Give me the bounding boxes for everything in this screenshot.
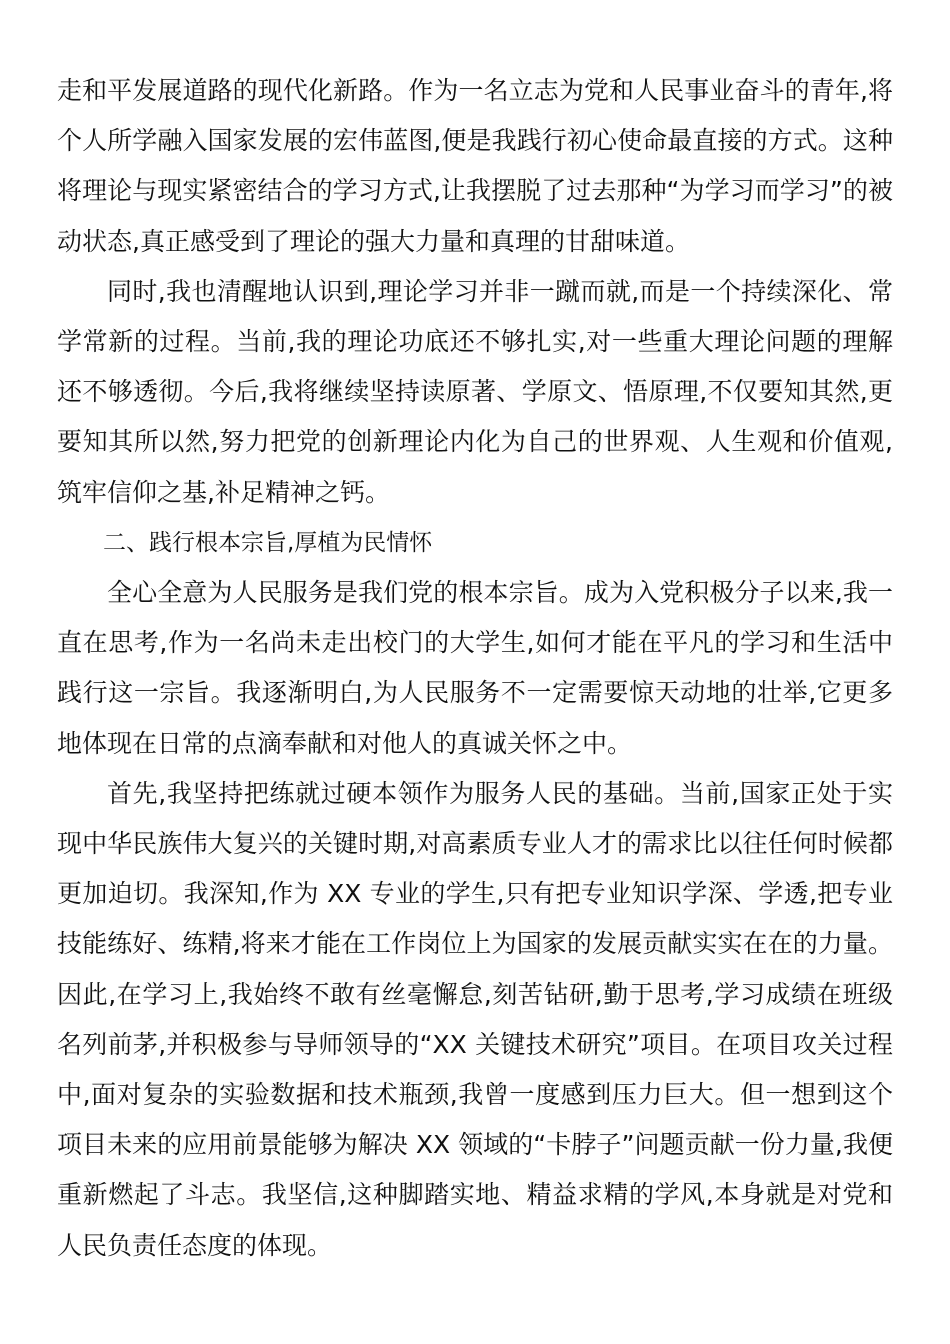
paragraph-skills: 首先,我坚持把练就过硬本领作为服务人民的基础。当前,国家正处于实现中华民族伟大复兴的关键时期,对高素质专业人才的需求比以往任何时候都更加迫切。我深知,作为 XX 专业的学生,只有把专业知识学深、学透,把专业技能练好、练精,将来才能在工作岗位上为国家的发展贡献实实在在的力量。因此,在学习上,我始终不敢有丝毫懈怠,刻苦钻研,勤于思考,学习成绩在班级名列前茅,并积极参与导师领导的“XX 关键技术研究”项目。在项目攻关过程中,面对复杂的实验数据和技术瓶颈,我曾一度感到压力巨大。但一想到这个项目未来的应用前景能够为解决 XX 领域的“卡脖子”问题贡献一份力量,我便重新燃起了斗志。我坚信,这种脚踏实地、精益求精的学风,本身就是对党和人民负责任态度的体现。 — [57, 778, 893, 1260]
paragraph-serve-people: 全心全意为人民服务是我们党的根本宗旨。成为入党积极分子以来,我一直在思考,作为一名尚未走出校门的大学生,如何才能在平凡的学习和生活中践行这一宗旨。我逐渐明白,为人民服务不一定需要惊天动地的壮举,它更多地体现在日常的点滴奉献和对他人的真诚关怀之中。 — [57, 578, 893, 758]
paragraph-theory-study: 同时,我也清醒地认识到,理论学习并非一蹴而就,而是一个持续深化、常学常新的过程。当前,我的理论功底还不够扎实,对一些重大理论问题的理解还不够透彻。今后,我将继续坚持读原著、学原文、悟原理,不仅要知其然,更要知其所以然,努力把党的创新理论内化为自己的世界观、人生观和价值观,筑牢信仰之基,补足精神之钙。 — [57, 276, 893, 507]
section-heading: 二、践行根本宗旨,厚植为民情怀 — [103, 529, 433, 556]
document-page — [57, 66, 893, 1271]
paragraph-continuation: 走和平发展道路的现代化新路。作为一名立志为党和人民事业奋斗的青年,将个人所学融入国家发展的宏伟蓝图,便是我践行初心使命最直接的方式。这种将理论与现实紧密结合的学习方式,让我摆脱了过去那种“为学习而学习”的被动状态,真正感受到了理论的强大力量和真理的甘甜味道。 — [57, 76, 893, 256]
